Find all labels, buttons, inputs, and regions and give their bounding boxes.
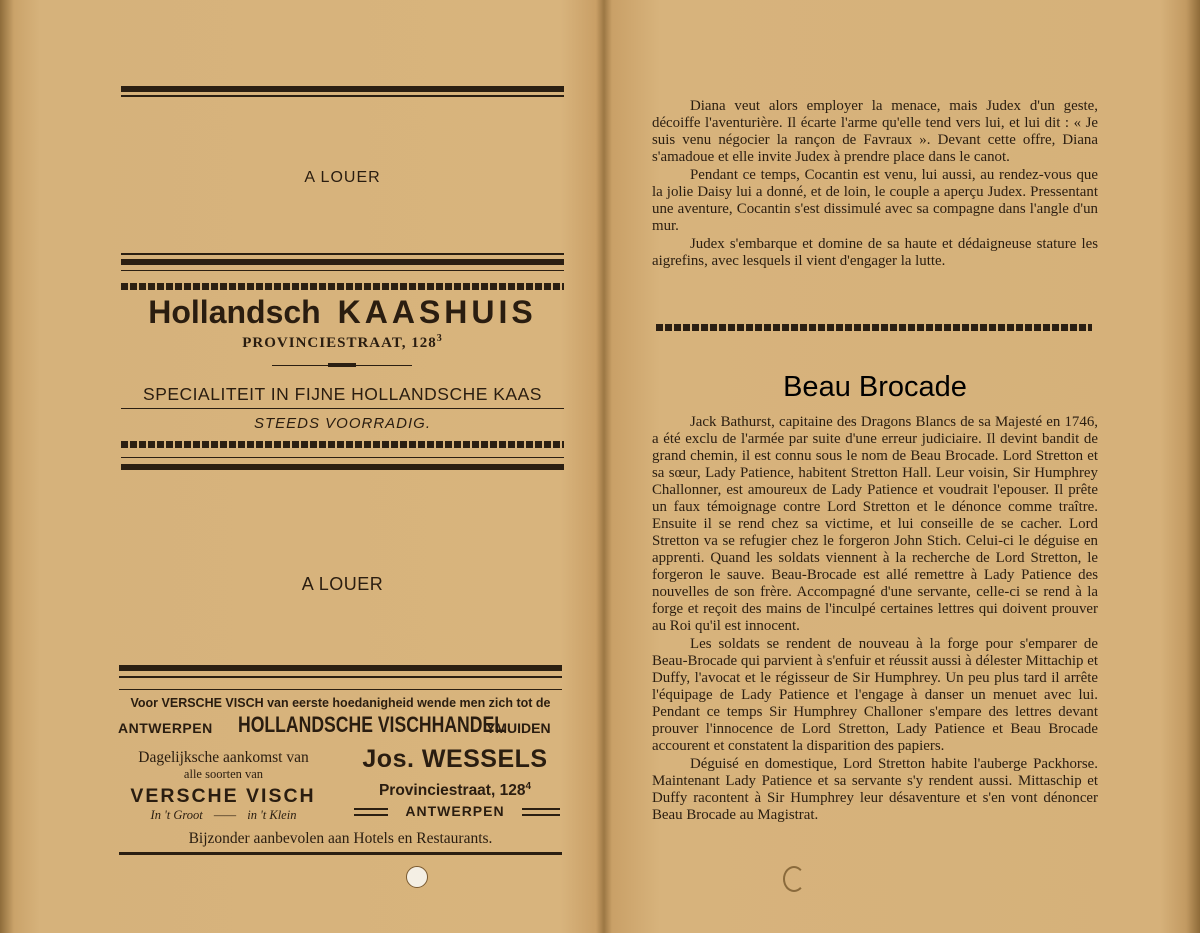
binding-hole-right [783, 866, 805, 892]
visch-owner-city: ANTWERPEN [405, 803, 505, 819]
visch-rule-thin-2 [119, 689, 562, 690]
stock-dotted-rule [121, 441, 564, 448]
visch-recommendation: Bijzonder aanbevolen aan Hotels en Restaurants. [188, 830, 493, 847]
visch-owner-address-main: Provinciestraat, 128 [378, 782, 526, 800]
visch-owner: Jos. WESSELS [362, 745, 548, 773]
section-title: Beau Brocade [783, 371, 967, 403]
kaashuis-rule-thin [121, 253, 564, 255]
kaashuis-stock: STEEDS VOORRADIG. [253, 415, 432, 432]
ad-middle-a-louer: A LOUER [301, 574, 384, 594]
visch-arrival-line1: Dagelijksche aankomst van [138, 749, 309, 766]
kaashuis-rule-thin-2 [121, 270, 564, 271]
owner-city-bar-left-1 [354, 808, 388, 810]
visch-rule-thin [119, 676, 562, 678]
section-paragraph: Déguisé en domestique, Lord Stretton habite l'auberge Packhorse. Maintenant Lady Patience et sa servante s'y rendent aussi. Mittaschip et Duffy racontent à Sir Humphrey leur désaventure et s'en vont dénoncer Beau Brocade au Magistrat. [652, 756, 1098, 823]
top-double-rule [121, 86, 564, 92]
kaashuis-name-part1: Hollandsch [148, 294, 321, 330]
visch-owner-address [342, 781, 568, 800]
section-paragraph: Les soldats se rendent de nouveau à la forge pour s'emparer de Beau-Brocade qui parvient à s'enfuir et réussit aussi à délester Mittachip et Duffy, l'avocat et le régisseur de Sir Humphrey. Un peu plus tard il arrête l'équipage de Lady Patience et l'engage à danser un menuet avec lui. Pendant ce temps Sir Humphrey Challoner s'empare des lettres devant prouver l'innocence de Lord Stretton, Lady Patience et Beau Brocade accourent et constatent la disparition des papiers. [652, 636, 1098, 754]
specialty-underline [121, 408, 564, 409]
visch-separator: —— [213, 808, 237, 822]
top-rule-thin [121, 95, 564, 97]
intro-paragraph: Diana veut alors employer la menace, mais Judex d'un geste, décoiffe l'aventurière. Il écarte l'arme qu'elle tend vers lui, et lui dit : « Je suis venu négocier la rançon de Favraux ». Devant cette offre, Diana s'amadoue et elle invite Judex à prendre place dans le canot. [652, 98, 1098, 165]
kaashuis-address-main: PROVINCIESTRAAT, 128 [242, 335, 437, 351]
owner-city-bar-right-1 [522, 808, 560, 810]
kaashuis-address [121, 333, 564, 352]
right-dotted-divider [656, 324, 1092, 331]
stock-rule-thin [121, 457, 564, 458]
visch-city-left: ANTWERPEN [118, 720, 213, 736]
kaashuis-address-sup: 3 [436, 333, 443, 344]
kaashuis-dotted-rule [121, 283, 564, 290]
section-paragraph: Jack Bathurst, capitaine des Dragons Blancs de sa Majesté en 1746, a été exclu de l'armée par suite d'une erreur judiciaire. Il devint bandit de grand chemin, il est connu sous le nom de Beau Brocade. Lord Stretton et sa sœur, Lady Patience, habitent Stretton Hall. Leur voisin, Sir Humphrey Challonner, est amoureux de Lady Patience et voudrait l'epouser. Il prête un faux témoignage contre Lord Stretton et le dénonce comme traître. Ensuite il se rend chez sa victime, et lui conseille de se cacher. Lord Stretton va se refugier chez le forgeron John Stich. Celui-ci le déguise en apprenti. Quand les soldats viennent à la recherche de Lord Stretton, le forgeron le sauve. Beau-Brocade est allé remettre à Lady Patience des nouvelles de son frère. Accompagné d'une servante, celle-ci se rend à la forge et reçoit des mains de l'inculpé certaines lettres qui doivent prouver au Roi qu'il est innocent. [652, 414, 1098, 634]
visch-intro: Voor VERSCHE VISCH van eerste hoedanigheid wende men zich tot de [130, 696, 551, 710]
visch-name: HOLLANDSCHE VISCHHANDEL [238, 712, 505, 737]
intro-paragraph: Pendant ce temps, Cocantin est venu, lui aussi, au rendez-vous que la jolie Daisy lui a donné, et de loin, le couple a aperçu Judex. Pressentant une aventure, Cocantin s'est dissimulé avec sa compagne dans l'angle d'un mur. [652, 167, 1098, 234]
visch-owner-address-sup: 4 [525, 781, 532, 792]
kaashuis-rule-thick [121, 259, 564, 265]
owner-city-bar-left-2 [354, 814, 388, 816]
intro-paragraph: Judex s'embarque et domine de sa haute et dédaigneuse stature les aigrefins, avec lesquels il vient d'engager la lutte. [652, 236, 1098, 269]
visch-arrival-line2: alle soorten van [183, 767, 264, 781]
visch-retail: in 't Klein [247, 808, 297, 822]
visch-wholesale: In 't Groot [150, 808, 203, 822]
section-text-block [652, 414, 1098, 825]
address-underline-mark [328, 363, 356, 367]
owner-city-bar-right-2 [522, 814, 560, 816]
kaashuis-specialty: SPECIALITEIT IN FIJNE HOLLANDSCHE KAAS [143, 384, 542, 404]
kaashuis-title [110, 294, 575, 331]
stock-rule-thick [121, 464, 564, 470]
visch-fresh-fish: VERSCHE VISCH [130, 785, 316, 807]
binding-hole-left [406, 866, 428, 888]
visch-bottom-rule [119, 852, 562, 855]
visch-wholesale-retail [121, 808, 326, 823]
ad-top-a-louer: A LOUER [304, 169, 381, 186]
intro-text-block [652, 98, 1098, 271]
kaashuis-name-part2: KAASHUIS [337, 294, 537, 330]
visch-city-right: YMUIDEN [486, 720, 551, 736]
visch-rule-thick [119, 665, 562, 671]
